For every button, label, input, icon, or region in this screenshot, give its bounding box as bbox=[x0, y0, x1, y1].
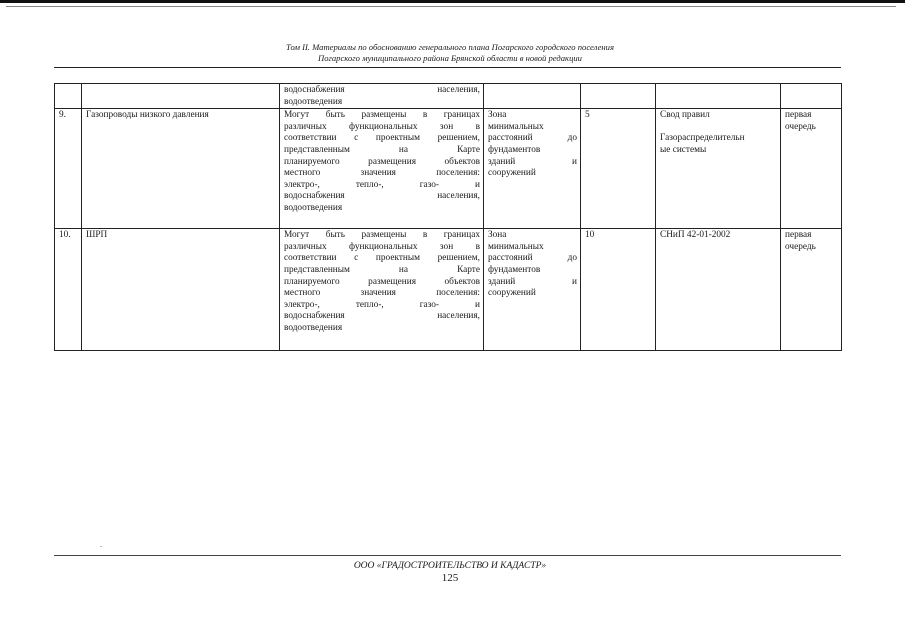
norm-line: Газораспределительн bbox=[660, 133, 745, 144]
description-line: водоснабжения населения, bbox=[284, 311, 480, 322]
scan-edge-line bbox=[0, 0, 905, 3]
stage-line: очередь bbox=[785, 121, 816, 132]
cell-stage bbox=[781, 109, 842, 229]
cell-number bbox=[55, 84, 82, 109]
cell-stage bbox=[781, 84, 842, 109]
running-header bbox=[60, 42, 840, 64]
scan-speck bbox=[100, 546, 102, 547]
cell-name: ШРП bbox=[82, 229, 280, 351]
description-line: соответствии с проектным решением, bbox=[284, 133, 480, 144]
header-rule bbox=[54, 67, 841, 68]
cell-description bbox=[280, 229, 484, 351]
description-line: электро-, тепло-, газо- и bbox=[284, 179, 480, 190]
description-line: водоснабжения населения, bbox=[284, 191, 480, 202]
zone-line: зданий и bbox=[488, 276, 577, 287]
page-number: 125 bbox=[441, 572, 459, 584]
description-line: планируемого размещения объектов bbox=[284, 156, 480, 167]
description-line: водоотведения bbox=[284, 96, 343, 107]
footer-rule bbox=[54, 555, 841, 556]
cell-description bbox=[280, 84, 484, 109]
description-line: местного значения поселения: bbox=[284, 288, 480, 299]
zone-line: сооружений bbox=[488, 168, 536, 179]
running-header-line-2: Погарского муниципального района Брянской области в новой редакции bbox=[318, 53, 582, 63]
zone-line: минимальных bbox=[488, 121, 544, 132]
cell-distance bbox=[581, 84, 656, 109]
zone-line: минимальных bbox=[488, 241, 544, 252]
objects-table bbox=[54, 83, 842, 351]
norm-line: СНиП 42-01-2002 bbox=[660, 230, 731, 241]
table-row-continuation bbox=[55, 84, 842, 109]
cell-zone bbox=[484, 229, 581, 351]
cell-number: 9. bbox=[55, 109, 82, 229]
description-line: представленным на Карте bbox=[284, 144, 480, 155]
cell-name: Газопроводы низкого давления bbox=[82, 109, 280, 229]
cell-distance: 5 bbox=[581, 109, 656, 229]
description-line: электро-, тепло-, газо- и bbox=[284, 299, 480, 310]
zone-line: зданий и bbox=[488, 156, 577, 167]
norm-line: Свод правил bbox=[660, 110, 710, 121]
description-line: различных функциональных зон в bbox=[284, 241, 480, 252]
zone-line: расстояний до bbox=[488, 253, 577, 264]
description-line: водоотведения bbox=[284, 202, 343, 213]
description-line: соответствии с проектным решением, bbox=[284, 253, 480, 264]
zone-line: Зона bbox=[488, 110, 507, 121]
zone-line: сооружений bbox=[488, 288, 536, 299]
stage-line: первая bbox=[785, 230, 812, 241]
norm-line: ые системы bbox=[660, 144, 707, 155]
cell-norm bbox=[656, 229, 781, 351]
description-line: планируемого размещения объектов bbox=[284, 276, 480, 287]
footer-company: ООО «ГРАДОСТРОИТЕЛЬСТВО И КАДАСТР» bbox=[353, 561, 547, 571]
cell-zone bbox=[484, 109, 581, 229]
table-row bbox=[55, 109, 842, 229]
stage-line: очередь bbox=[785, 241, 816, 252]
stage-line: первая bbox=[785, 110, 812, 121]
cell-zone bbox=[484, 84, 581, 109]
cell-norm bbox=[656, 84, 781, 109]
description-line: Могут быть размещены в границах bbox=[284, 110, 480, 121]
scan-edge-line-thin bbox=[6, 6, 896, 7]
zone-line: фундаментов bbox=[488, 144, 541, 155]
cell-description bbox=[280, 109, 484, 229]
table-row bbox=[55, 229, 842, 351]
cell-stage bbox=[781, 229, 842, 351]
cell-distance: 10 bbox=[581, 229, 656, 351]
cell-name bbox=[82, 84, 280, 109]
zone-line: фундаментов bbox=[488, 264, 541, 275]
running-header-line-1: Том II. Материалы по обоснованию генерального плана Погарского городского поселения bbox=[286, 42, 614, 52]
description-line: местного значения поселения: bbox=[284, 168, 480, 179]
description-line: различных функциональных зон в bbox=[284, 121, 480, 132]
cell-number: 10. bbox=[55, 229, 82, 351]
norm-line-blank bbox=[660, 122, 777, 134]
zone-line: Зона bbox=[488, 230, 507, 241]
zone-line: расстояний до bbox=[488, 133, 577, 144]
description-line: представленным на Карте bbox=[284, 264, 480, 275]
description-line: Могут быть размещены в границах bbox=[284, 230, 480, 241]
description-line: водоснабжения населения, bbox=[284, 85, 480, 95]
description-line: водоотведения bbox=[284, 322, 343, 333]
cell-norm bbox=[656, 109, 781, 229]
